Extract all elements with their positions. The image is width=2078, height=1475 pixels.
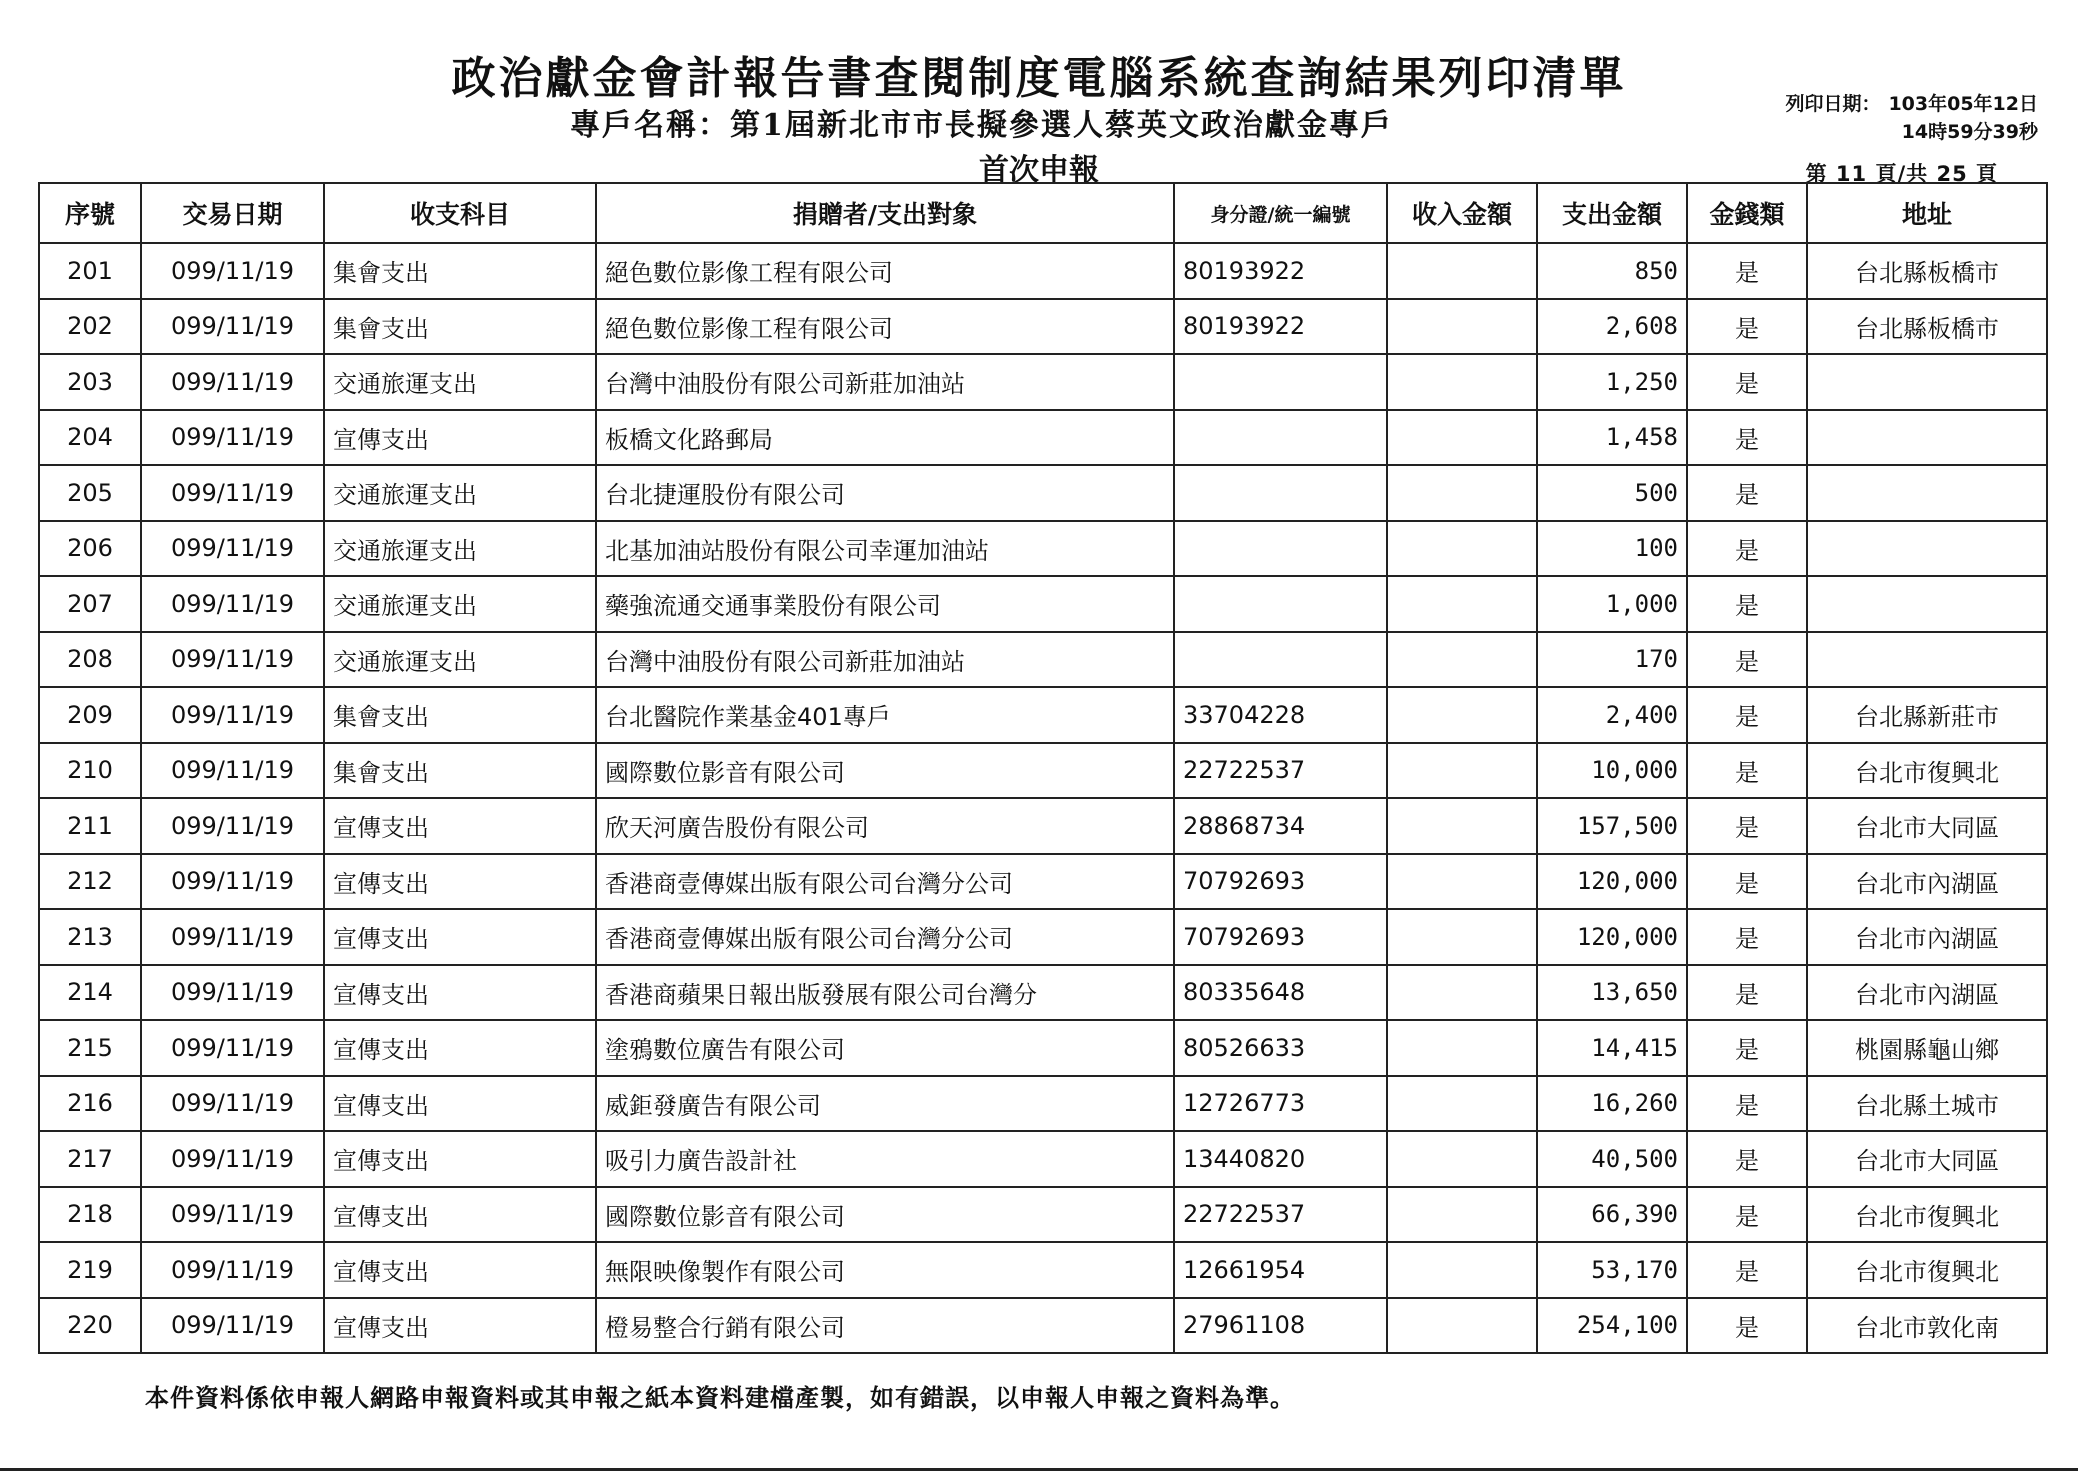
row-address: 台北市大同區: [1807, 1131, 2047, 1187]
table-row: [39, 354, 2047, 410]
row-income: [1387, 299, 1537, 355]
row-id-number: 80193922: [1174, 299, 1387, 355]
column-header-party: 捐贈者/支出對象: [596, 183, 1174, 243]
table-row: [39, 576, 2047, 632]
row-id-number: 70792693: [1174, 854, 1387, 910]
row-expense: 1,458: [1537, 410, 1687, 466]
row-seq: 208: [39, 632, 141, 688]
row-address: 台北市內湖區: [1807, 854, 2047, 910]
row-expense: 120,000: [1537, 909, 1687, 965]
row-party: 國際數位影音有限公司: [596, 743, 1174, 799]
row-seq: 210: [39, 743, 141, 799]
column-header-expense: 支出金額: [1537, 183, 1687, 243]
row-money-type: 是: [1687, 299, 1807, 355]
row-category: 宣傳支出: [324, 965, 596, 1021]
row-seq: 202: [39, 299, 141, 355]
row-expense: 120,000: [1537, 854, 1687, 910]
row-date: 099/11/19: [141, 1298, 324, 1354]
row-money-type: 是: [1687, 743, 1807, 799]
row-party: 吸引力廣告設計社: [596, 1131, 1174, 1187]
row-category: 宣傳支出: [324, 854, 596, 910]
row-expense: 170: [1537, 632, 1687, 688]
row-category: 宣傳支出: [324, 1187, 596, 1243]
row-money-type: 是: [1687, 354, 1807, 410]
row-date: 099/11/19: [141, 521, 324, 577]
row-category: 宣傳支出: [324, 1242, 596, 1298]
row-money-type: 是: [1687, 1298, 1807, 1354]
table-row: [39, 465, 2047, 521]
row-id-number: [1174, 465, 1387, 521]
table-row: [39, 1076, 2047, 1132]
row-party: 威鉅發廣告有限公司: [596, 1076, 1174, 1132]
disclaimer-note: 本件資料係依申報人網路申報資料或其申報之紙本資料建檔產製，如有錯誤，以申報人申報之資料為準。: [145, 1384, 1295, 1412]
row-date: 099/11/19: [141, 743, 324, 799]
row-seq: 219: [39, 1242, 141, 1298]
row-party: 香港商蘋果日報出版發展有限公司台灣分: [596, 965, 1174, 1021]
row-party: 國際數位影音有限公司: [596, 1187, 1174, 1243]
row-seq: 216: [39, 1076, 141, 1132]
row-date: 099/11/19: [141, 687, 324, 743]
row-category: 宣傳支出: [324, 909, 596, 965]
report-type: 首次申報: [979, 153, 1099, 188]
row-party: 北基加油站股份有限公司幸運加油站: [596, 521, 1174, 577]
column-header-id: 身分證/統一編號: [1174, 183, 1387, 243]
row-address: 台北市復興北: [1807, 743, 2047, 799]
row-date: 099/11/19: [141, 465, 324, 521]
row-money-type: 是: [1687, 909, 1807, 965]
row-income: [1387, 1131, 1537, 1187]
table-row: [39, 743, 2047, 799]
column-header-date: 交易日期: [141, 183, 324, 243]
row-category: 宣傳支出: [324, 410, 596, 466]
row-address: [1807, 465, 2047, 521]
row-money-type: 是: [1687, 854, 1807, 910]
row-income: [1387, 854, 1537, 910]
row-address: 桃園縣龜山鄉: [1807, 1020, 2047, 1076]
row-category: 交通旅運支出: [324, 465, 596, 521]
row-date: 099/11/19: [141, 354, 324, 410]
table-row: [39, 1242, 2047, 1298]
row-expense: 500: [1537, 465, 1687, 521]
row-date: 099/11/19: [141, 576, 324, 632]
row-money-type: 是: [1687, 576, 1807, 632]
row-income: [1387, 465, 1537, 521]
row-income: [1387, 909, 1537, 965]
row-address: 台北縣板橋市: [1807, 299, 2047, 355]
row-address: 台北縣板橋市: [1807, 243, 2047, 299]
row-income: [1387, 1242, 1537, 1298]
row-seq: 215: [39, 1020, 141, 1076]
print-time: 14時59分39秒: [1901, 121, 2038, 143]
row-seq: 205: [39, 465, 141, 521]
row-date: 099/11/19: [141, 299, 324, 355]
row-category: 交通旅運支出: [324, 576, 596, 632]
row-income: [1387, 576, 1537, 632]
row-category: 集會支出: [324, 299, 596, 355]
row-expense: 14,415: [1537, 1020, 1687, 1076]
row-expense: 2,608: [1537, 299, 1687, 355]
table-row: [39, 909, 2047, 965]
row-address: [1807, 632, 2047, 688]
row-date: 099/11/19: [141, 854, 324, 910]
row-id-number: 22722537: [1174, 743, 1387, 799]
row-seq: 203: [39, 354, 141, 410]
row-address: 台北市敦化南: [1807, 1298, 2047, 1354]
print-datetime: [1718, 90, 2038, 146]
row-category: 宣傳支出: [324, 798, 596, 854]
row-expense: 40,500: [1537, 1131, 1687, 1187]
report-title: 政治獻金會計報告書查閱制度電腦系統查詢結果列印清單: [451, 53, 1627, 104]
row-party: 無限映像製作有限公司: [596, 1242, 1174, 1298]
row-income: [1387, 243, 1537, 299]
row-income: [1387, 1187, 1537, 1243]
row-seq: 218: [39, 1187, 141, 1243]
row-party: 台灣中油股份有限公司新莊加油站: [596, 354, 1174, 410]
row-seq: 212: [39, 854, 141, 910]
table-header-row: [39, 183, 2047, 243]
row-id-number: 33704228: [1174, 687, 1387, 743]
row-party: 絕色數位影像工程有限公司: [596, 299, 1174, 355]
row-date: 099/11/19: [141, 1020, 324, 1076]
table-row: [39, 1020, 2047, 1076]
row-money-type: 是: [1687, 465, 1807, 521]
column-header-address: 地址: [1807, 183, 2047, 243]
row-seq: 207: [39, 576, 141, 632]
row-category: 交通旅運支出: [324, 521, 596, 577]
page-bottom-rule: [0, 1468, 2078, 1471]
table-row: [39, 243, 2047, 299]
row-party: 台北捷運股份有限公司: [596, 465, 1174, 521]
row-expense: 13,650: [1537, 965, 1687, 1021]
row-party: 藥強流通交通事業股份有限公司: [596, 576, 1174, 632]
row-money-type: 是: [1687, 965, 1807, 1021]
row-address: 台北縣新莊市: [1807, 687, 2047, 743]
table-row: [39, 965, 2047, 1021]
row-date: 099/11/19: [141, 909, 324, 965]
table-row: [39, 1187, 2047, 1243]
row-income: [1387, 1020, 1537, 1076]
column-header-income: 收入金額: [1387, 183, 1537, 243]
row-money-type: 是: [1687, 1187, 1807, 1243]
row-date: 099/11/19: [141, 632, 324, 688]
row-id-number: 12726773: [1174, 1076, 1387, 1132]
row-seq: 211: [39, 798, 141, 854]
row-seq: 206: [39, 521, 141, 577]
row-party: 台灣中油股份有限公司新莊加油站: [596, 632, 1174, 688]
row-expense: 157,500: [1537, 798, 1687, 854]
column-header-category: 收支科目: [324, 183, 596, 243]
row-date: 099/11/19: [141, 1076, 324, 1132]
row-id-number: 70792693: [1174, 909, 1387, 965]
row-money-type: 是: [1687, 521, 1807, 577]
row-date: 099/11/19: [141, 1187, 324, 1243]
row-category: 集會支出: [324, 687, 596, 743]
row-money-type: 是: [1687, 1242, 1807, 1298]
row-party: 欣天河廣告股份有限公司: [596, 798, 1174, 854]
row-income: [1387, 632, 1537, 688]
row-income: [1387, 521, 1537, 577]
row-expense: 2,400: [1537, 687, 1687, 743]
row-date: 099/11/19: [141, 798, 324, 854]
table-row: [39, 632, 2047, 688]
ledger-body: [39, 243, 2047, 1353]
row-party: 板橋文化路郵局: [596, 410, 1174, 466]
row-money-type: 是: [1687, 1131, 1807, 1187]
row-expense: 1,250: [1537, 354, 1687, 410]
row-id-number: 27961108: [1174, 1298, 1387, 1354]
table-row: [39, 687, 2047, 743]
row-id-number: [1174, 576, 1387, 632]
row-income: [1387, 743, 1537, 799]
row-expense: 10,000: [1537, 743, 1687, 799]
row-seq: 220: [39, 1298, 141, 1354]
print-date: 103年05年12日: [1888, 93, 2038, 115]
row-party: 絕色數位影像工程有限公司: [596, 243, 1174, 299]
row-date: 099/11/19: [141, 965, 324, 1021]
row-category: 宣傳支出: [324, 1298, 596, 1354]
row-party: 香港商壹傳媒出版有限公司台灣分公司: [596, 909, 1174, 965]
row-category: 宣傳支出: [324, 1131, 596, 1187]
row-expense: 254,100: [1537, 1298, 1687, 1354]
row-category: 宣傳支出: [324, 1076, 596, 1132]
row-money-type: 是: [1687, 632, 1807, 688]
account-name: 專戶名稱：第1屆新北市市長擬參選人蔡英文政治獻金專戶: [570, 108, 1393, 143]
row-expense: 53,170: [1537, 1242, 1687, 1298]
column-header-money-type: 金錢類: [1687, 183, 1807, 243]
row-money-type: 是: [1687, 1076, 1807, 1132]
row-expense: 850: [1537, 243, 1687, 299]
row-id-number: 22722537: [1174, 1187, 1387, 1243]
row-address: 台北市大同區: [1807, 798, 2047, 854]
row-category: 交通旅運支出: [324, 632, 596, 688]
row-seq: 214: [39, 965, 141, 1021]
row-party: 台北醫院作業基金401專戶: [596, 687, 1174, 743]
row-category: 集會支出: [324, 743, 596, 799]
row-seq: 209: [39, 687, 141, 743]
ledger-table: [38, 182, 2048, 1354]
row-income: [1387, 965, 1537, 1021]
row-income: [1387, 1298, 1537, 1354]
row-income: [1387, 1076, 1537, 1132]
row-category: 集會支出: [324, 243, 596, 299]
row-id-number: [1174, 354, 1387, 410]
print-date-label: 列印日期：: [1785, 93, 1881, 115]
row-expense: 66,390: [1537, 1187, 1687, 1243]
row-address: 台北縣土城市: [1807, 1076, 2047, 1132]
row-id-number: 80526633: [1174, 1020, 1387, 1076]
row-date: 099/11/19: [141, 1131, 324, 1187]
row-date: 099/11/19: [141, 410, 324, 466]
row-id-number: 80193922: [1174, 243, 1387, 299]
row-income: [1387, 798, 1537, 854]
row-id-number: [1174, 521, 1387, 577]
table-row: [39, 521, 2047, 577]
table-row: [39, 1298, 2047, 1354]
row-income: [1387, 354, 1537, 410]
row-address: 台北市復興北: [1807, 1187, 2047, 1243]
column-header-seq: 序號: [39, 183, 141, 243]
row-seq: 201: [39, 243, 141, 299]
row-expense: 1,000: [1537, 576, 1687, 632]
row-category: 宣傳支出: [324, 1020, 596, 1076]
row-address: [1807, 410, 2047, 466]
row-address: 台北市復興北: [1807, 1242, 2047, 1298]
row-seq: 213: [39, 909, 141, 965]
row-seq: 204: [39, 410, 141, 466]
row-address: [1807, 576, 2047, 632]
row-id-number: [1174, 632, 1387, 688]
row-money-type: 是: [1687, 410, 1807, 466]
table-row: [39, 798, 2047, 854]
row-id-number: 28868734: [1174, 798, 1387, 854]
row-address: 台北市內湖區: [1807, 909, 2047, 965]
row-address: 台北市內湖區: [1807, 965, 2047, 1021]
row-money-type: 是: [1687, 243, 1807, 299]
row-money-type: 是: [1687, 687, 1807, 743]
row-money-type: 是: [1687, 1020, 1807, 1076]
row-address: [1807, 354, 2047, 410]
row-expense: 100: [1537, 521, 1687, 577]
row-address: [1807, 521, 2047, 577]
table-row: [39, 854, 2047, 910]
row-party: 塗鴉數位廣告有限公司: [596, 1020, 1174, 1076]
row-party: 香港商壹傳媒出版有限公司台灣分公司: [596, 854, 1174, 910]
row-id-number: 12661954: [1174, 1242, 1387, 1298]
row-seq: 217: [39, 1131, 141, 1187]
row-id-number: 13440820: [1174, 1131, 1387, 1187]
row-party: 橙易整合行銷有限公司: [596, 1298, 1174, 1354]
table-row: [39, 299, 2047, 355]
row-expense: 16,260: [1537, 1076, 1687, 1132]
row-date: 099/11/19: [141, 243, 324, 299]
page-indicator: 第 11 頁/共 25 頁: [1805, 162, 1998, 186]
table-row: [39, 410, 2047, 466]
row-id-number: [1174, 410, 1387, 466]
row-category: 交通旅運支出: [324, 354, 596, 410]
row-income: [1387, 410, 1537, 466]
row-id-number: 80335648: [1174, 965, 1387, 1021]
row-money-type: 是: [1687, 798, 1807, 854]
table-row: [39, 1131, 2047, 1187]
row-date: 099/11/19: [141, 1242, 324, 1298]
row-income: [1387, 687, 1537, 743]
